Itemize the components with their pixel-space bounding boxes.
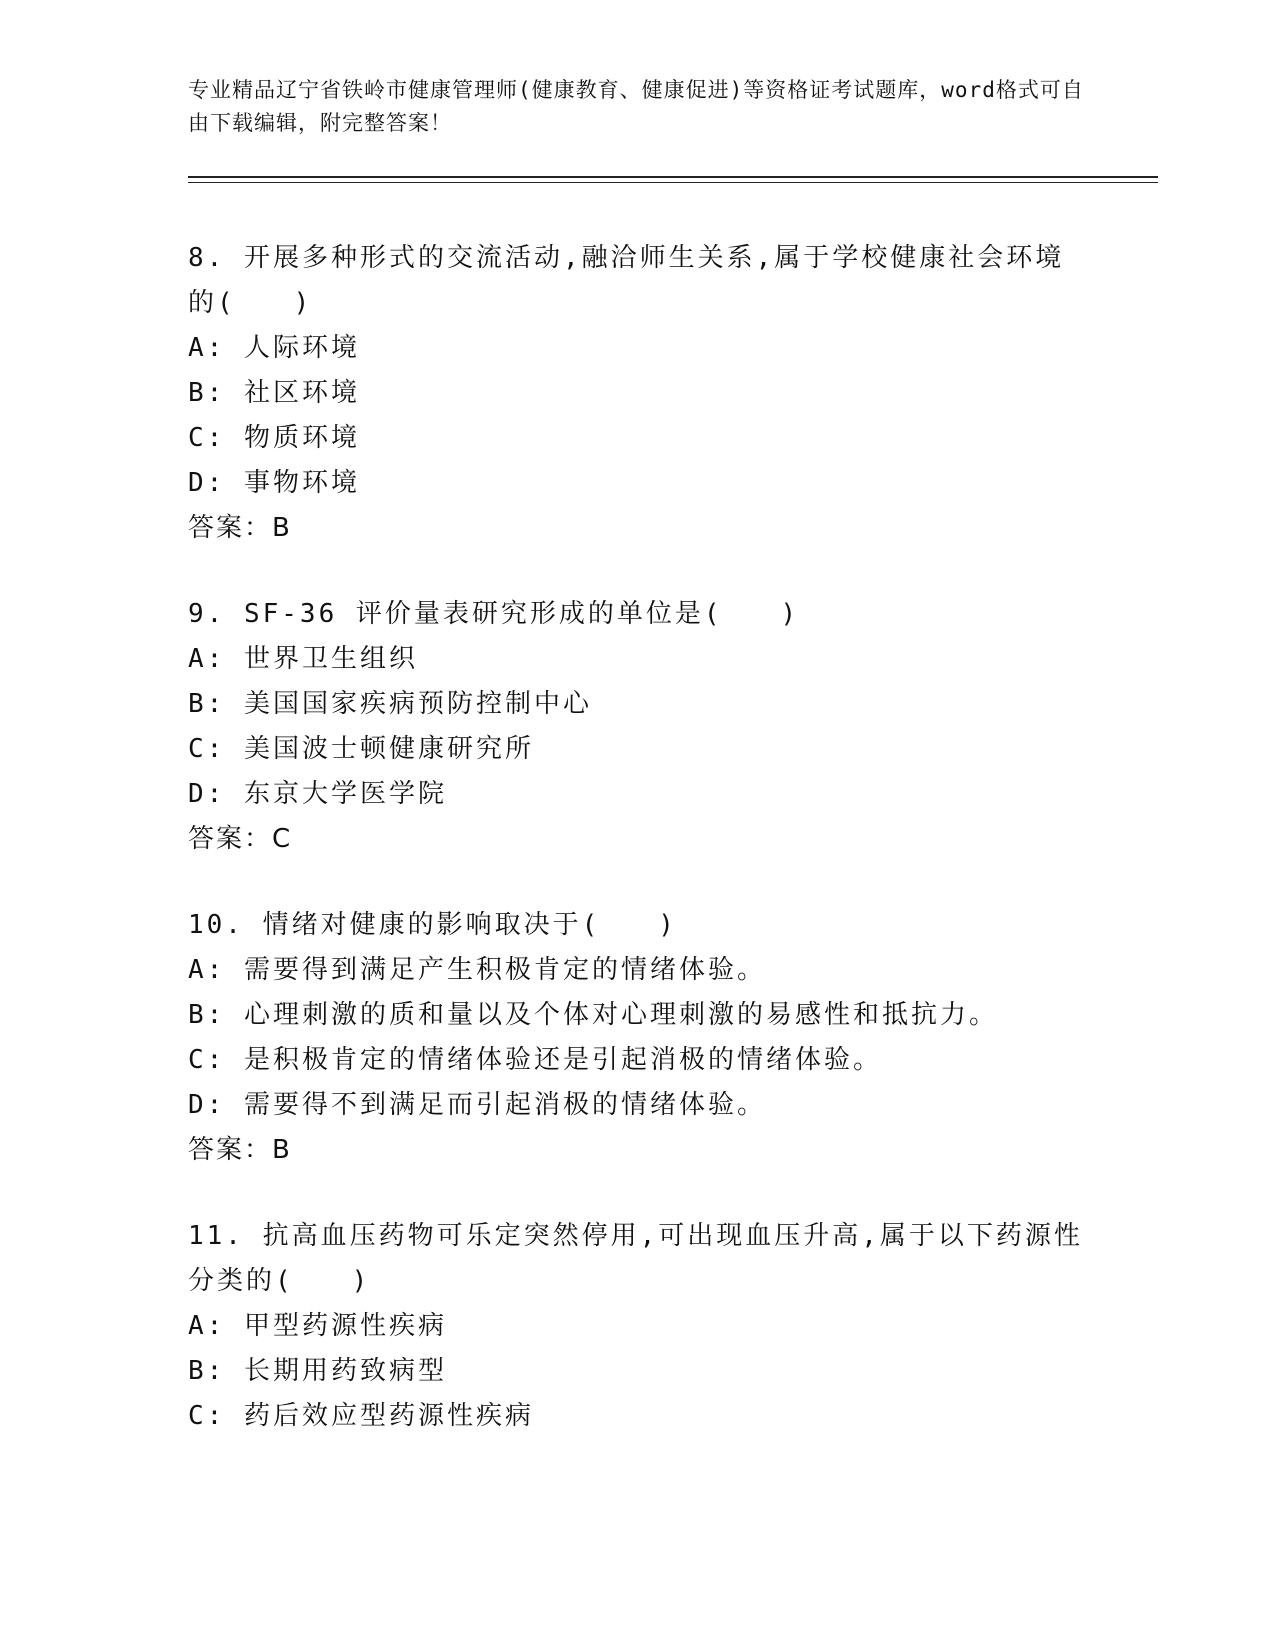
answer: 答案：B bbox=[188, 513, 292, 543]
question-8 bbox=[188, 236, 1088, 551]
option-b: B: 心理刺激的质和量以及个体对心理刺激的易感性和抵抗力。 bbox=[188, 1000, 998, 1030]
question-list bbox=[188, 236, 1088, 1480]
header-note: 专业精品辽宁省铁岭市健康管理师(健康教育、健康促进)等资格证考试题库，word格式可自由下载编辑，附完整答案！ bbox=[188, 78, 1084, 135]
option-b: B: 美国国家疾病预防控制中心 bbox=[188, 689, 592, 719]
option-a: A: 人际环境 bbox=[188, 333, 360, 363]
question-10 bbox=[188, 903, 1088, 1173]
option-c: C: 是积极肯定的情绪体验还是引起消极的情绪体验。 bbox=[188, 1045, 882, 1075]
answer: 答案：B bbox=[188, 1135, 292, 1165]
question-stem: 10. 情绪对健康的影响取决于( ) bbox=[188, 910, 677, 940]
question-stem: 9. SF-36 评价量表研究形成的单位是( ) bbox=[188, 599, 800, 629]
option-d: D: 东京大学医学院 bbox=[188, 779, 447, 809]
header-divider bbox=[188, 176, 1158, 178]
option-c: C: 物质环境 bbox=[188, 423, 360, 453]
option-c: C: 美国波士顿健康研究所 bbox=[188, 734, 534, 764]
option-d: D: 事物环境 bbox=[188, 468, 360, 498]
option-b: B: 长期用药致病型 bbox=[188, 1356, 447, 1386]
option-a: A: 需要得到满足产生积极肯定的情绪体验。 bbox=[188, 955, 766, 985]
question-11 bbox=[188, 1214, 1088, 1439]
option-c: C: 药后效应型药源性疾病 bbox=[188, 1401, 534, 1431]
option-a: A: 世界卫生组织 bbox=[188, 644, 418, 674]
option-a: A: 甲型药源性疾病 bbox=[188, 1311, 447, 1341]
question-stem: 8. 开展多种形式的交流活动,融洽师生关系,属于学校健康社会环境的( ) bbox=[188, 243, 1065, 318]
option-b: B: 社区环境 bbox=[188, 378, 360, 408]
answer: 答案：C bbox=[188, 824, 293, 854]
question-stem: 11. 抗高血压药物可乐定突然停用,可出现血压升高,属于以下药源性分类的( ) bbox=[188, 1221, 1083, 1296]
question-9 bbox=[188, 592, 1088, 862]
option-d: D: 需要得不到满足而引起消极的情绪体验。 bbox=[188, 1090, 766, 1120]
header-divider-thin bbox=[188, 182, 1158, 183]
